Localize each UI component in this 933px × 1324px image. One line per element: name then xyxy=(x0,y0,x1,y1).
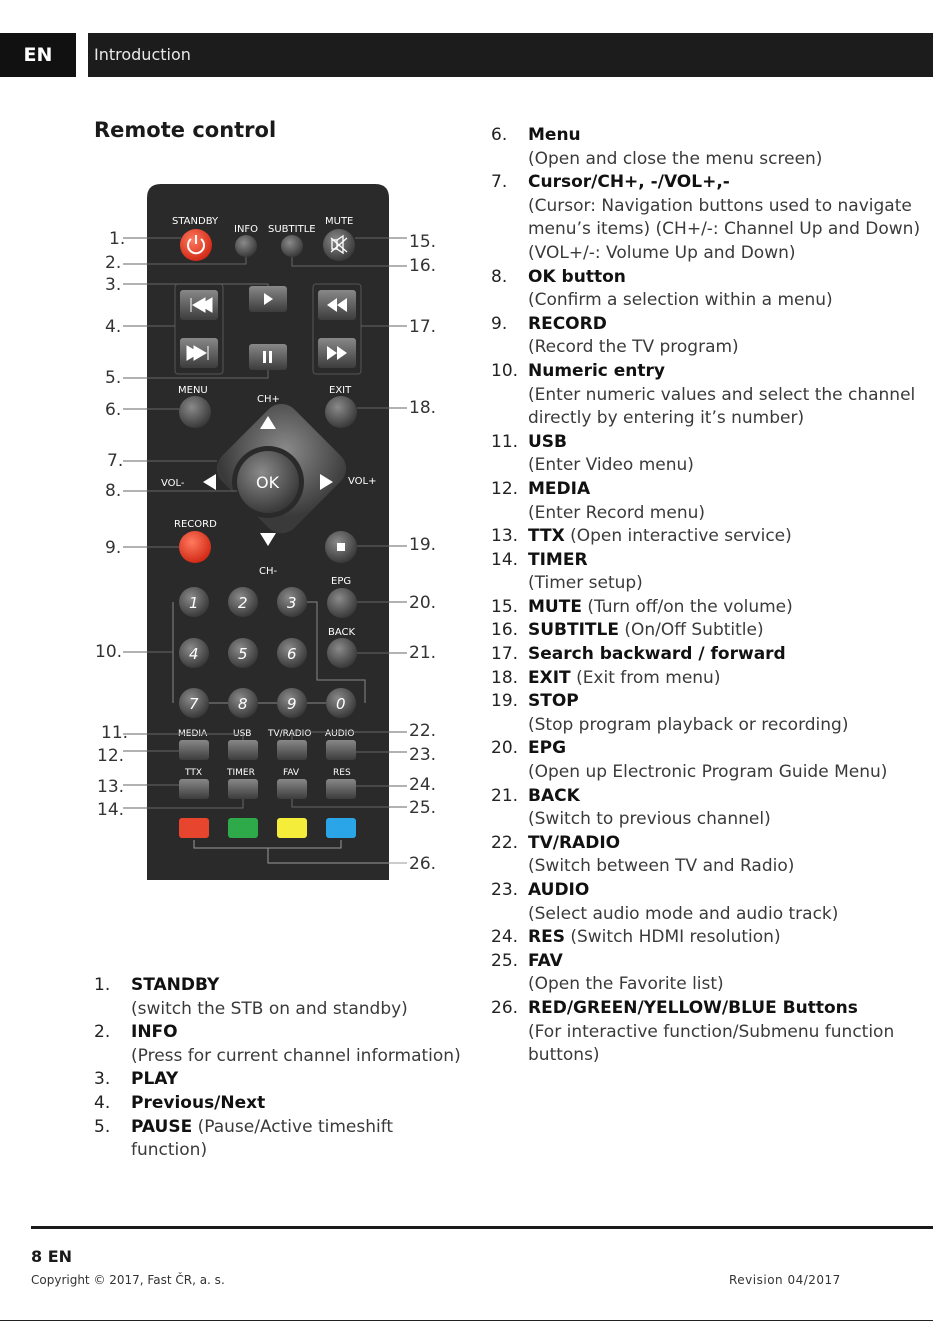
fav-label: FAV xyxy=(283,768,300,778)
item-term: FAV xyxy=(528,950,563,971)
list-item xyxy=(491,785,921,832)
callout-7: 7. xyxy=(107,451,124,471)
menu-label: MENU xyxy=(178,385,208,396)
item-number: 7. xyxy=(491,172,508,193)
record-label: RECORD xyxy=(174,519,217,530)
item-description: (For interactive function/Submenu function buttons) xyxy=(528,1021,895,1066)
item-number: 26. xyxy=(491,997,519,1018)
item-term: Numeric entry xyxy=(528,360,666,381)
pause-button xyxy=(249,344,287,370)
item-description: (Record the TV program) xyxy=(528,337,739,358)
list-item xyxy=(491,737,921,784)
item-description: (Enter Video menu) xyxy=(528,455,694,476)
digit-2: 2 xyxy=(238,594,248,612)
item-number: 10. xyxy=(491,360,519,381)
ttx-button xyxy=(179,779,209,799)
exit-label: EXIT xyxy=(329,385,352,396)
item-term: INFO xyxy=(131,1022,178,1043)
item-number: 1. xyxy=(94,975,111,995)
section-title: Introduction xyxy=(94,45,191,64)
callout-13: 13. xyxy=(97,777,125,797)
item-number: 6. xyxy=(491,125,508,145)
list-item xyxy=(491,431,921,478)
callout-6: 6. xyxy=(105,400,122,420)
item-term: TTX xyxy=(528,526,565,547)
list-item xyxy=(491,950,921,997)
list-item xyxy=(491,667,921,691)
callout-16: 16. xyxy=(409,256,437,276)
page-header xyxy=(0,33,933,77)
list-item xyxy=(491,478,921,525)
ok-label: OK xyxy=(256,473,280,492)
item-description: (Switch between TV and Radio) xyxy=(528,856,795,877)
callout-18: 18. xyxy=(409,398,437,418)
item-term: USB xyxy=(528,431,568,452)
callout-22: 22. xyxy=(409,721,437,741)
page-title: Remote control xyxy=(94,118,277,142)
item-number: 20. xyxy=(491,738,519,759)
standby-label: STANDBY xyxy=(172,216,219,227)
item-number: 9. xyxy=(491,313,508,334)
list-item xyxy=(491,525,921,549)
item-term: MUTE xyxy=(528,596,582,617)
item-description: (Cursor: Navigation buttons used to navigate menu’s items) (CH+/-: Channel Up and Down) (VOL+/-: Volume Up and Down) xyxy=(528,195,921,263)
item-term: RES xyxy=(528,927,565,948)
callout-12: 12. xyxy=(97,746,125,766)
item-description: (Open up Electronic Program Guide Menu) xyxy=(528,762,888,783)
item-number: 14. xyxy=(491,549,519,570)
footer-rule xyxy=(31,1226,933,1229)
language-tag: EN xyxy=(0,33,76,77)
item-description: (Press for current channel information) xyxy=(131,1045,461,1066)
bottom-rule xyxy=(0,1320,933,1321)
subtitle-button xyxy=(281,235,303,257)
standby-button xyxy=(180,229,212,261)
list-item xyxy=(491,171,921,265)
callout-25: 25. xyxy=(409,798,437,818)
item-description: (Confirm a selection within a menu) xyxy=(528,290,833,311)
menu-button xyxy=(179,396,211,428)
copyright: Copyright © 2017, Fast ČR, a. s. xyxy=(31,1273,225,1287)
tv-radio-label: TV/RADIO xyxy=(268,729,312,739)
remote-control-diagram xyxy=(95,180,440,880)
revision: Revision 04/2017 xyxy=(729,1273,841,1287)
item-description: (Enter numeric values and select the channel directly by entering it’s number) xyxy=(528,384,916,429)
record-button xyxy=(179,531,211,563)
item-number: 5. xyxy=(94,1116,111,1137)
callout-23: 23. xyxy=(409,745,437,765)
item-number: 2. xyxy=(94,1022,111,1043)
callout-4: 4. xyxy=(105,317,122,337)
back-label: BACK xyxy=(328,627,356,638)
item-number: 15. xyxy=(491,596,519,617)
res-label: RES xyxy=(333,768,351,778)
audio-label: AUDIO xyxy=(325,729,355,739)
callout-21: 21. xyxy=(409,643,437,663)
stop-icon xyxy=(337,543,345,551)
list-item xyxy=(491,926,921,950)
subtitle-label: SUBTITLE xyxy=(268,224,316,235)
digit-7: 7 xyxy=(189,695,199,713)
list-item xyxy=(94,974,464,1021)
item-term: TV/RADIO xyxy=(528,832,621,853)
callout-2: 2. xyxy=(105,253,122,273)
media-label: MEDIA xyxy=(178,729,208,739)
digit-6: 6 xyxy=(287,645,297,663)
button-list-left xyxy=(94,974,464,1163)
list-item xyxy=(94,1068,464,1092)
item-number: 24. xyxy=(491,927,519,948)
green-button xyxy=(228,818,258,838)
item-term: BACK xyxy=(528,785,580,806)
item-description: (Open the Favorite list) xyxy=(528,974,724,995)
vol-up-label: VOL+ xyxy=(348,476,377,487)
info-button xyxy=(235,235,257,257)
callout-5: 5. xyxy=(105,368,122,388)
list-item xyxy=(491,124,921,171)
item-term: EXIT xyxy=(528,667,571,688)
list-item xyxy=(491,596,921,620)
item-term: STOP xyxy=(528,691,579,712)
item-description: (Switch to previous channel) xyxy=(528,809,771,830)
res-button xyxy=(326,779,356,799)
callout-24: 24. xyxy=(409,775,437,795)
item-description: (Stop program playback or recording) xyxy=(528,714,849,735)
item-number: 11. xyxy=(491,431,519,452)
exit-button xyxy=(325,396,357,428)
item-term: SUBTITLE xyxy=(528,620,619,641)
list-item xyxy=(491,619,921,643)
fav-button xyxy=(277,779,307,799)
item-term: RED/GREEN/YELLOW/BLUE Buttons xyxy=(528,997,858,1018)
back-button xyxy=(327,638,357,668)
item-description: (Open interactive service) xyxy=(570,526,792,547)
digit-3: 3 xyxy=(287,594,297,612)
item-description: (Select audio mode and audio track) xyxy=(528,903,839,924)
digit-5: 5 xyxy=(238,645,248,663)
callout-1: 1. xyxy=(109,229,126,249)
tv-radio-button xyxy=(277,740,307,760)
callout-8: 8. xyxy=(105,481,122,501)
item-term: STANDBY xyxy=(131,975,220,995)
mute-label: MUTE xyxy=(325,216,354,227)
list-item xyxy=(491,690,921,737)
callout-3: 3. xyxy=(105,275,122,295)
ch-up-label: CH+ xyxy=(257,394,280,405)
ch-down-label: CH- xyxy=(259,566,278,577)
item-description: (Pause/Active timeshift function) xyxy=(131,1116,394,1161)
callout-11: 11. xyxy=(101,723,129,743)
item-term: Previous/Next xyxy=(131,1092,266,1113)
list-item xyxy=(491,832,921,879)
item-description: (Turn off/on the volume) xyxy=(587,596,793,617)
media-button xyxy=(179,740,209,760)
digit-8: 8 xyxy=(238,695,248,713)
item-number: 23. xyxy=(491,880,519,900)
header-gap xyxy=(76,33,88,77)
item-description: (Open and close the menu screen) xyxy=(528,148,823,169)
timer-label: TIMER xyxy=(227,768,255,778)
item-number: 4. xyxy=(94,1092,111,1113)
button-list-right xyxy=(491,124,921,1068)
item-term: PLAY xyxy=(131,1069,179,1090)
item-description: (On/Off Subtitle) xyxy=(624,620,764,641)
yellow-button xyxy=(277,818,307,838)
list-item xyxy=(491,997,921,1068)
item-number: 25. xyxy=(491,950,519,971)
item-number: 8. xyxy=(491,266,508,287)
item-description: (Timer setup) xyxy=(528,573,643,594)
epg-button xyxy=(327,588,357,618)
callout-10: 10. xyxy=(95,642,123,662)
list-item xyxy=(491,266,921,313)
list-item xyxy=(491,643,921,667)
red-button xyxy=(179,818,209,838)
callout-19: 19. xyxy=(409,535,437,555)
item-description: (Enter Record menu) xyxy=(528,502,706,523)
item-term: Search backward / forward xyxy=(528,644,786,665)
item-term: Cursor/CH+, -/VOL+,- xyxy=(528,172,730,193)
item-number: 12. xyxy=(491,478,519,499)
item-number: 19. xyxy=(491,691,519,712)
callout-17: 17. xyxy=(409,317,437,337)
usb-label: USB xyxy=(233,729,252,739)
epg-label: EPG xyxy=(331,576,352,587)
callout-26: 26. xyxy=(409,854,437,874)
item-term: MEDIA xyxy=(528,478,591,499)
callout-15: 15. xyxy=(409,232,437,252)
digit-9: 9 xyxy=(287,695,297,713)
digit-1: 1 xyxy=(189,594,199,612)
item-description: (switch the STB on and standby) xyxy=(131,998,408,1019)
list-item xyxy=(94,1092,464,1116)
digit-0: 0 xyxy=(336,695,346,713)
callout-20: 20. xyxy=(409,593,437,613)
info-label: INFO xyxy=(234,224,259,235)
list-item xyxy=(94,1116,464,1163)
item-number: 17. xyxy=(491,644,519,665)
list-item xyxy=(491,360,921,431)
callout-9: 9. xyxy=(105,538,122,558)
audio-button xyxy=(326,740,356,760)
item-term: EPG xyxy=(528,738,567,759)
callout-14: 14. xyxy=(97,800,125,820)
list-item xyxy=(491,879,921,926)
timer-button xyxy=(228,779,258,799)
digit-4: 4 xyxy=(189,645,199,663)
item-term: PAUSE xyxy=(131,1116,193,1137)
item-number: 21. xyxy=(491,785,519,806)
item-term: TIMER xyxy=(528,549,588,570)
list-item xyxy=(491,549,921,596)
item-description: (Switch HDMI resolution) xyxy=(570,927,781,948)
item-description: (Exit from menu) xyxy=(576,667,721,688)
ttx-label: TTX xyxy=(185,768,203,778)
item-number: 22. xyxy=(491,832,519,853)
item-term: AUDIO xyxy=(528,880,590,900)
page-number: 8 EN xyxy=(31,1247,73,1266)
item-term: Menu xyxy=(528,125,581,145)
usb-button xyxy=(228,740,258,760)
item-number: 3. xyxy=(94,1069,111,1090)
list-item xyxy=(491,313,921,360)
blue-button xyxy=(326,818,356,838)
item-term: OK button xyxy=(528,266,626,287)
item-term: RECORD xyxy=(528,313,607,334)
item-number: 18. xyxy=(491,667,519,688)
vol-down-label: VOL- xyxy=(161,478,185,489)
item-number: 13. xyxy=(491,526,519,547)
list-item xyxy=(94,1021,464,1068)
item-number: 16. xyxy=(491,620,519,641)
